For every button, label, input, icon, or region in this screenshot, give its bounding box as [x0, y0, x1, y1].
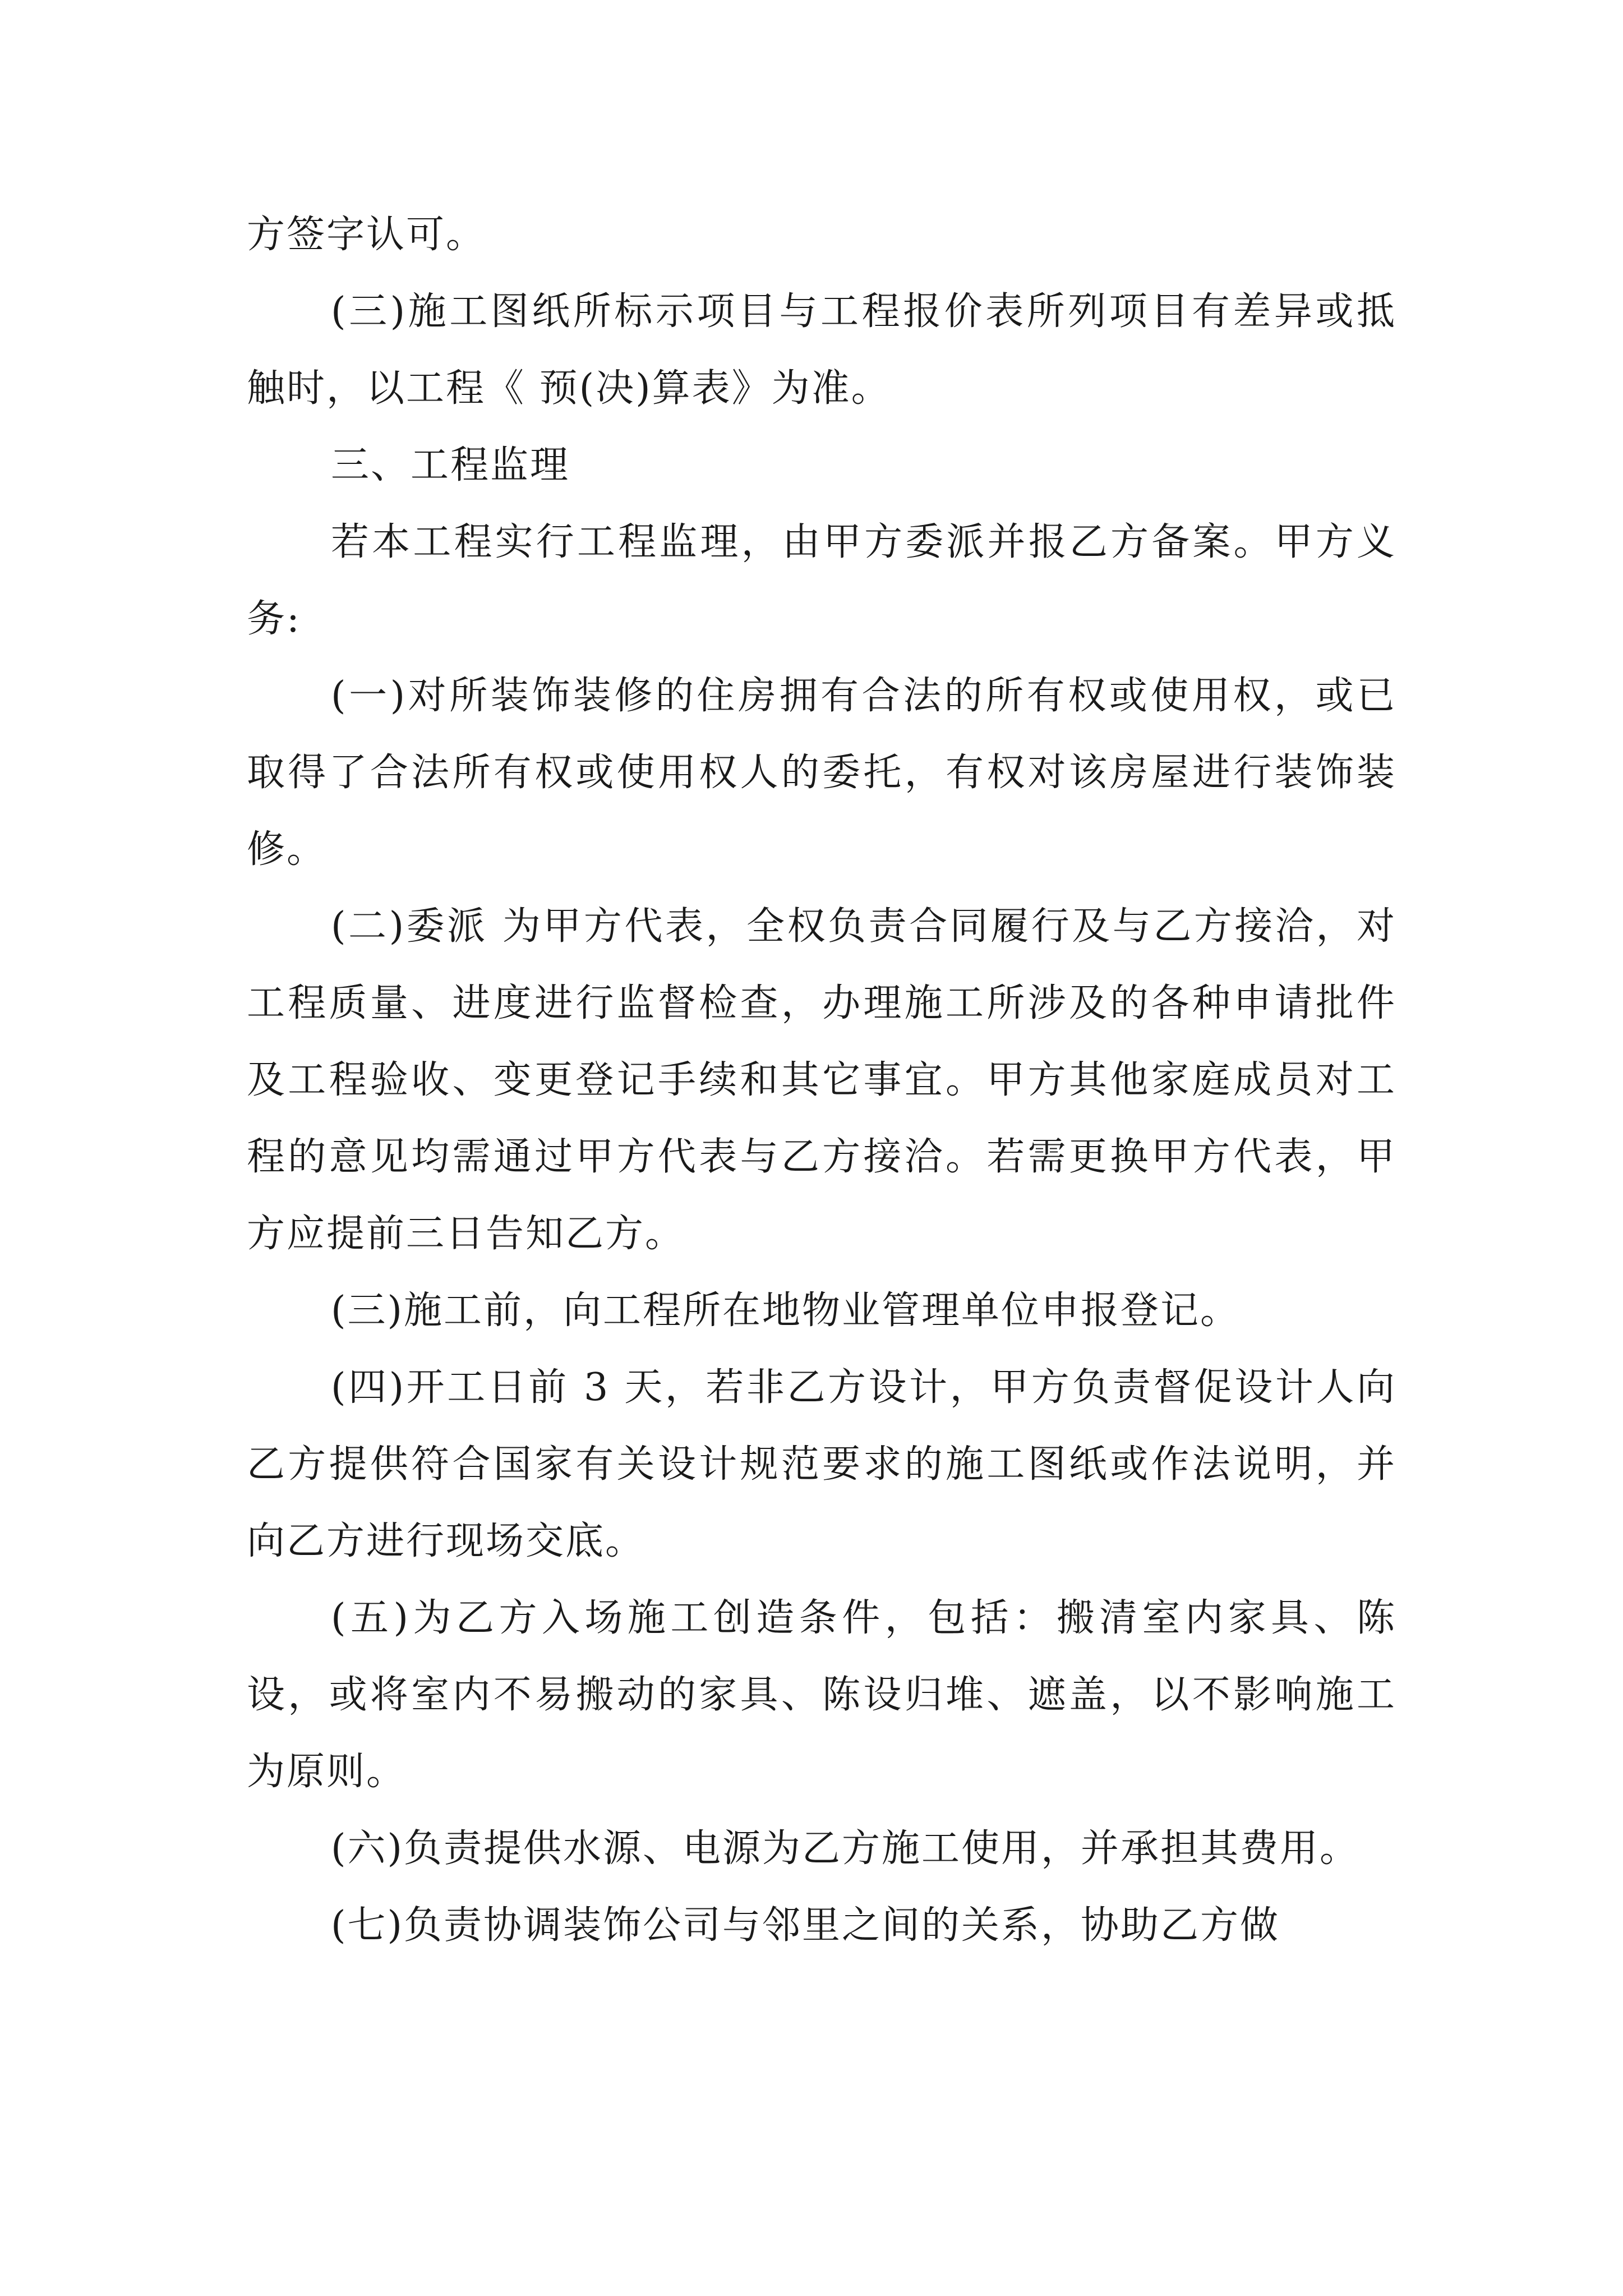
paragraph-obligation-1: (一)对所装饰装修的住房拥有合法的所有权或使用权，或已取得了合法所有权或使用权人的委托，有权对该房屋进行装饰装修。	[247, 674, 1396, 872]
document-page	[247, 196, 1396, 1964]
paragraph-obligation-7: (七)负责协调装饰公司与邻里之间的关系，协助乙方做	[331, 1903, 1280, 1948]
paragraph-obligation-6: (六)负责提供水源、电源为乙方施工使用，并承担其费用。	[331, 1826, 1360, 1871]
paragraph-obligation-3: (三)施工前，向工程所在地物业管理单位申报登记。	[331, 1289, 1241, 1333]
paragraph-obligation-5: (五)为乙方入场施工创造条件，包括：搬清室内家具、陈设，或将室内不易搬动的家具、陈设归堆、遮盖，以不影响施工为原则。	[247, 1596, 1396, 1794]
section-heading-supervision: 三、工程监理	[331, 443, 570, 487]
paragraph-obligation-4: (四)开工日前 3 天，若非乙方设计，甲方负责督促设计人向乙方提供符合国家有关设计规范要求的施工图纸或作法说明，并向乙方进行现场交底。	[247, 1365, 1396, 1563]
paragraph-continuation: 方签字认可。	[247, 213, 486, 257]
paragraph-supervision: 若本工程实行工程监理，由甲方委派并报乙方备案。甲方义务:	[247, 520, 1396, 641]
paragraph-obligation-2: (二)委派 为甲方代表，全权负责合同履行及与乙方接洽，对工程质量、进度进行监督检查，办理施工所涉及的各种申请批件及工程验收、变更登记手续和其它事宜。甲方其他家庭成员对工程的意见均需通过甲方代表与乙方接洽。若需更换甲方代表，甲方应提前三日告知乙方。	[247, 904, 1396, 1256]
paragraph-clause-3: (三)施工图纸所标示项目与工程报价表所列项目有差异或抵触时，以工程《 预(决)算表》为准。	[247, 289, 1396, 411]
